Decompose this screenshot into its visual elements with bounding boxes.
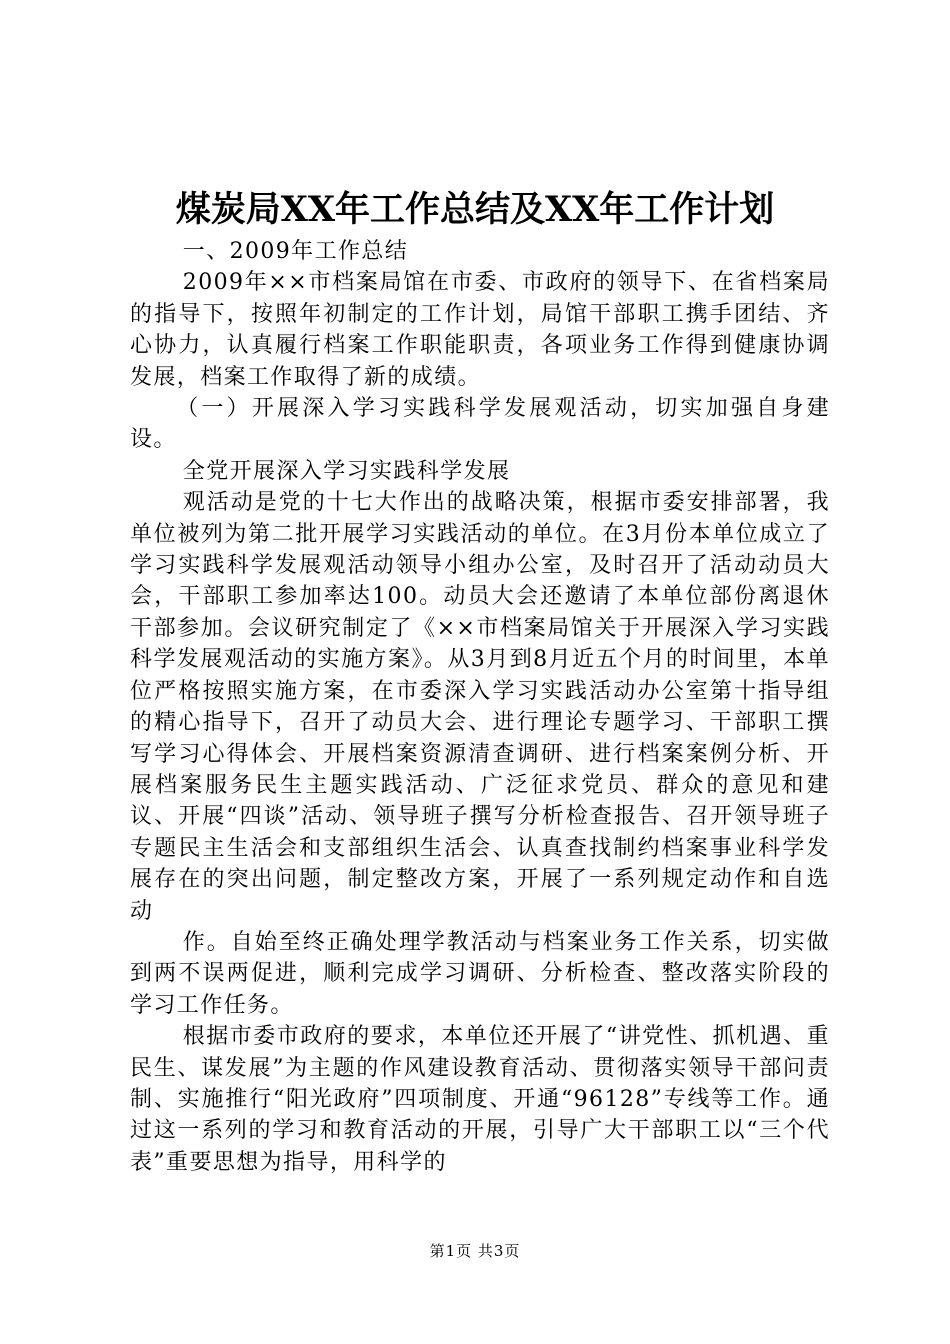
subsection-heading-1: （一）开展深入学习实践科学发展观活动，切实加强自身建设。 [130,396,830,453]
paragraph-work-balance: 作。自始至终正确处理学教活动与档案业务工作关系，切实做到两不误两促进，顺利完成学习调研、分析检查、整改落实阶段的学习工作任务。 [130,929,830,1018]
paragraph-study-activity: 观活动是党的十七大作出的战略决策，根据市委安排部署，我单位被列为第二批开展学习实践活动的单位。在3月份本单位成立了学习实践科学发展观活动领导小组办公室，及时召开了活动动员大会，干部职工参加率达100。动员大会还邀请了本单位部份离退休干部参加。会议研究制定了《××市档案局馆关于开展深入学习实践科学发展观活动的实施方案》。从3月到8月近五个月的时间里，本单位严格按照实施方案，在市委深入学习实践活动办公室第十指导组的精心指导下，召开了动员大会、进行理论专题学习、干部职工撰写学习心得体会、开展档案资源清查调研、进行档案案例分析、开展档案服务民生主题实践活动、广泛征求党员、群众的意见和建议、开展“四谈”活动、领导班子撰写分析检查报告、召开领导班子专题民主生活会和支部组织生活会、认真查找制约档案事业科学发展存在的突出问题，制定整改方案，开展了一系列规定动作和自选动 [130,490,830,924]
section-heading-summary: 一、2009年工作总结 [182,239,409,264]
document-title: 煤炭局XX年工作总结及XX年工作计划 [175,189,775,230]
paragraph-fragment: 全党开展深入学习实践科学发展 [182,458,511,484]
paragraph-style-building: 根据市委市政府的要求，本单位还开展了“讲党性、抓机遇、重民生、谋发展”为主题的作风建设教育活动、贯彻落实领导干部问责制、实施推行“阳光政府”四项制度、开通“96128”专线等工作。通过这一系列的学习和教育活动的开展，引导广大干部职工以“三个代表”重要思想为指导，用科学的 [130,1024,830,1175]
paragraph-intro: 2009年××市档案局馆在市委、市政府的领导下、在省档案局的指导下，按照年初制定的工作计划，局馆干部职工携手团结、齐心协力，认真履行档案工作职能职责，各项业务工作得到健康协调发展，档案工作取得了新的成绩。 [130,270,830,390]
document-body [130,236,830,1178]
page-footer: 第1页 共3页 [429,1242,521,1260]
